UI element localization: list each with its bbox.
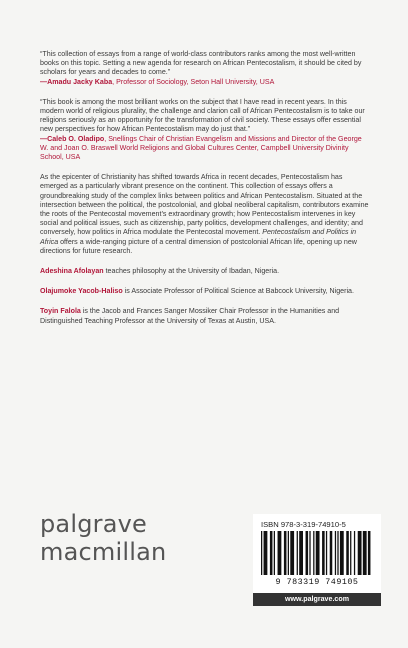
barcode-bar <box>350 531 351 575</box>
isbn-barcode-box <box>253 514 381 593</box>
description-part-2: offers a wide-ranging picture of a central dimension of postcolonial African life, opening up new directions for future research. <box>40 237 357 255</box>
quote-affiliation: , Snellings Chair of Christian Evangelism and Missions and Director of the George W. and Joan O. Braswell World Religions and Global Cultures Center, Campbell University Divinity School, USA <box>40 134 362 162</box>
publisher-url: www.palgrave.com <box>253 593 381 606</box>
barcode-bar <box>290 531 294 575</box>
barcode-bar <box>306 531 309 575</box>
barcode-bar <box>330 531 333 575</box>
barcode-bar <box>346 531 349 575</box>
description-part-1: As the epicenter of Christianity has shifted towards Africa in recent decades, Pentecostalism has emerged as a particularly vibrant presence on the continent. This collection of essays offers a groundbreaking study of the complex links between politics and African Pentecostalism. Situated at the intersection between the political, the postcolonial, and global neoliberal capitalism, contributors examine the roots of the Pentecostal movement’s extraordinary growth; how Pentecostalism intervenes in key social and political issues, such as citizenship, party politics, development challenges, and identity; and conversely, how politics in Africa modulate the Pentecostal movement. <box>40 173 369 237</box>
quote-text: “This collection of essays from a range of world-class contributors ranks among the most well-written books on this topic. Setting a new agenda for research on African Pentecostalism, it should be cited by scholars for years and decades to come.” <box>40 50 362 77</box>
endorsement-quote-1 <box>40 50 370 87</box>
isbn-label: ISBN 978-3-319-74910-5 <box>261 520 346 529</box>
quote-text: “This book is among the most brilliant works on the subject that I have read in recent years. In this modern world of religious plurality, the challenge and clarion call of African Pentecostalism is to take our religions seriously as an opportunity for the transformation of civil society. These essays offer essential new perspectives for how African Pentecostalism may do just that.” <box>40 97 365 134</box>
barcode-bar <box>358 531 362 575</box>
barcode-bar <box>284 531 287 575</box>
barcode-digits: 9 783319 749105 <box>275 577 359 587</box>
barcode-bar <box>288 531 289 575</box>
quote-attribution <box>40 78 274 86</box>
barcode-bar <box>354 531 355 575</box>
barcode-bar <box>264 531 268 575</box>
book-description <box>40 173 370 256</box>
quote-affiliation: , Professor of Sociology, Seton Hall University, USA <box>112 77 275 86</box>
barcode-bar <box>274 531 275 575</box>
author-bio-text: is Associate Professor of Political Science at Babcock University, Nigeria. <box>122 287 354 296</box>
barcode-bar <box>368 531 371 575</box>
author-name: Toyin Falola <box>40 307 81 316</box>
quote-attribution <box>40 135 362 161</box>
publisher-logo-line-1: palgrave <box>40 510 147 538</box>
barcode-bar <box>278 531 282 575</box>
author-bio-3 <box>40 307 370 325</box>
back-cover-text <box>40 50 370 337</box>
barcode-icon <box>259 531 375 575</box>
barcode-bar <box>299 531 303 575</box>
publisher-logo-line-2: macmillan <box>40 538 167 566</box>
barcode-bar <box>313 531 314 575</box>
barcode-bar <box>340 531 344 575</box>
barcode-bar <box>297 531 298 575</box>
book-title-italic: Pentecostalism and Politics in Africa <box>40 228 357 246</box>
quote-author: —Amadu Jacky Kaba <box>40 77 113 86</box>
barcode-bar <box>309 531 310 575</box>
endorsement-quote-2 <box>40 98 370 162</box>
author-bio-text: teaches philosophy at the University of Ibadan, Nigeria. <box>103 267 280 276</box>
author-name: Adeshina Afolayan <box>40 267 104 276</box>
barcode-bar <box>335 531 336 575</box>
barcode-bar <box>326 531 327 575</box>
publisher-logo <box>40 512 166 564</box>
barcode-bar <box>261 531 262 575</box>
author-bio-text: is the Jacob and Frances Sanger Mossiker Chair Professor in the Humanities and Distinguished Teaching Professor at the University of Texas at Austin, USA. <box>40 307 340 325</box>
quote-author: —Caleb O. Oladipo <box>40 134 105 143</box>
barcode-bar <box>337 531 338 575</box>
author-name: Olajumoke Yacob-Haliso <box>40 287 123 296</box>
author-bio-1 <box>40 267 370 276</box>
barcode-bar <box>270 531 273 575</box>
barcode-bar <box>322 531 325 575</box>
author-bio-2 <box>40 287 370 296</box>
barcode-bar <box>316 531 320 575</box>
barcode-bar <box>363 531 367 575</box>
